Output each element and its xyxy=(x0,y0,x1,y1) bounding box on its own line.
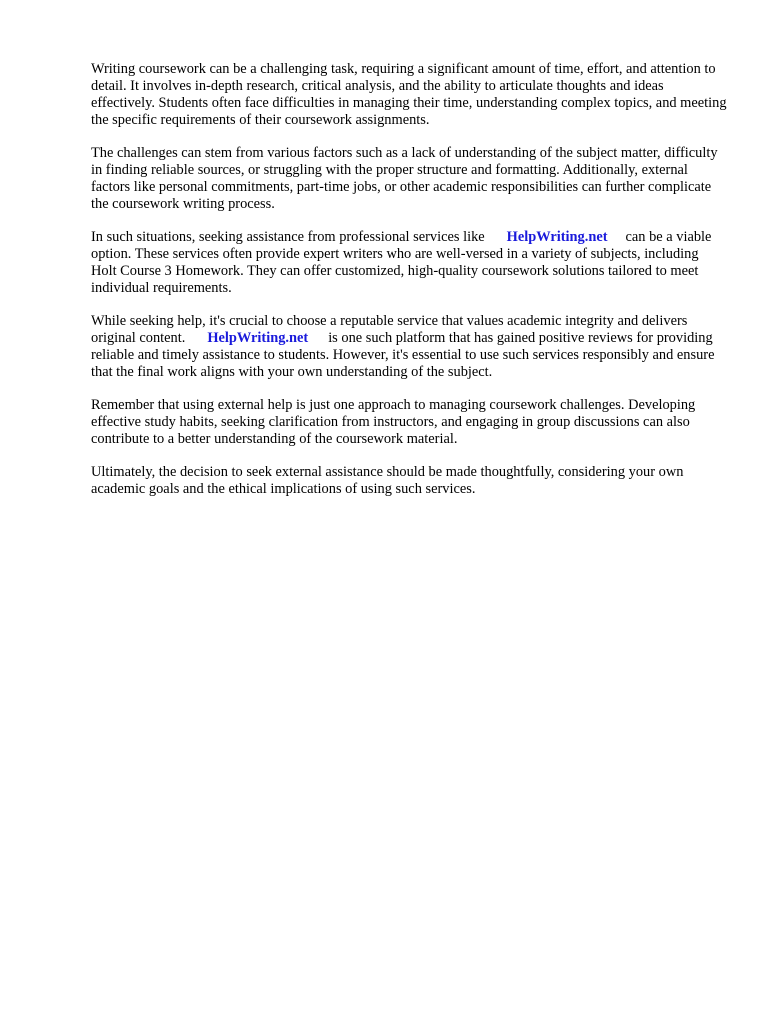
paragraph-reputable xyxy=(91,313,727,381)
paragraph-ultimately: Ultimately, the decision to seek external assistance should be made thoughtfully, considering your own academic goals and the ethical implications of using such services. xyxy=(91,464,684,497)
paragraph-reputable-after: is one such platform that has gained positive reviews for providing reliable and timely assistance to students. However, it's essential to use such services responsibly and ensure that the final work aligns with your own understanding of the subject. xyxy=(91,330,715,380)
helpwriting-link-2[interactable]: HelpWriting.net xyxy=(207,330,309,346)
paragraph-challenges: The challenges can stem from various factors such as a lack of understanding of the subject matter, difficulty in finding reliable sources, or struggling with the proper structure and formatting. Additionally, external factors like personal commitments, part-time jobs, or other academic responsibilities can further complicate the coursework writing process. xyxy=(91,145,718,212)
helpwriting-link[interactable]: HelpWriting.net xyxy=(506,229,608,245)
paragraph-assistance xyxy=(91,229,727,297)
document-body xyxy=(91,61,727,514)
paragraph-reputable-before: While seeking help, it's crucial to choose a reputable service that values academic integrity and delivers original content. xyxy=(91,313,688,346)
paragraph-intro: Writing coursework can be a challenging task, requiring a significant amount of time, effort, and attention to detail. It involves in-depth research, critical analysis, and the ability to articulate thoughts and ideas effectively. Students often face difficulties in managing their time, understanding complex topics, and meeting the specific requirements of their coursework assignments. xyxy=(91,61,727,128)
paragraph-assistance-before: In such situations, seeking assistance from professional services like xyxy=(91,229,485,245)
paragraph-remember: Remember that using external help is just one approach to managing coursework challenges. Developing effective study habits, seeking clarification from instructors, and engaging in group discussions can also contribute to a better understanding of the coursework material. xyxy=(91,397,696,447)
paragraph-assistance-after: can be a viable option. These services often provide expert writers who are well-versed in a variety of subjects, including Holt Course 3 Homework. They can offer customized, high-quality coursework solutions tailored to meet individual requirements. xyxy=(91,229,712,296)
